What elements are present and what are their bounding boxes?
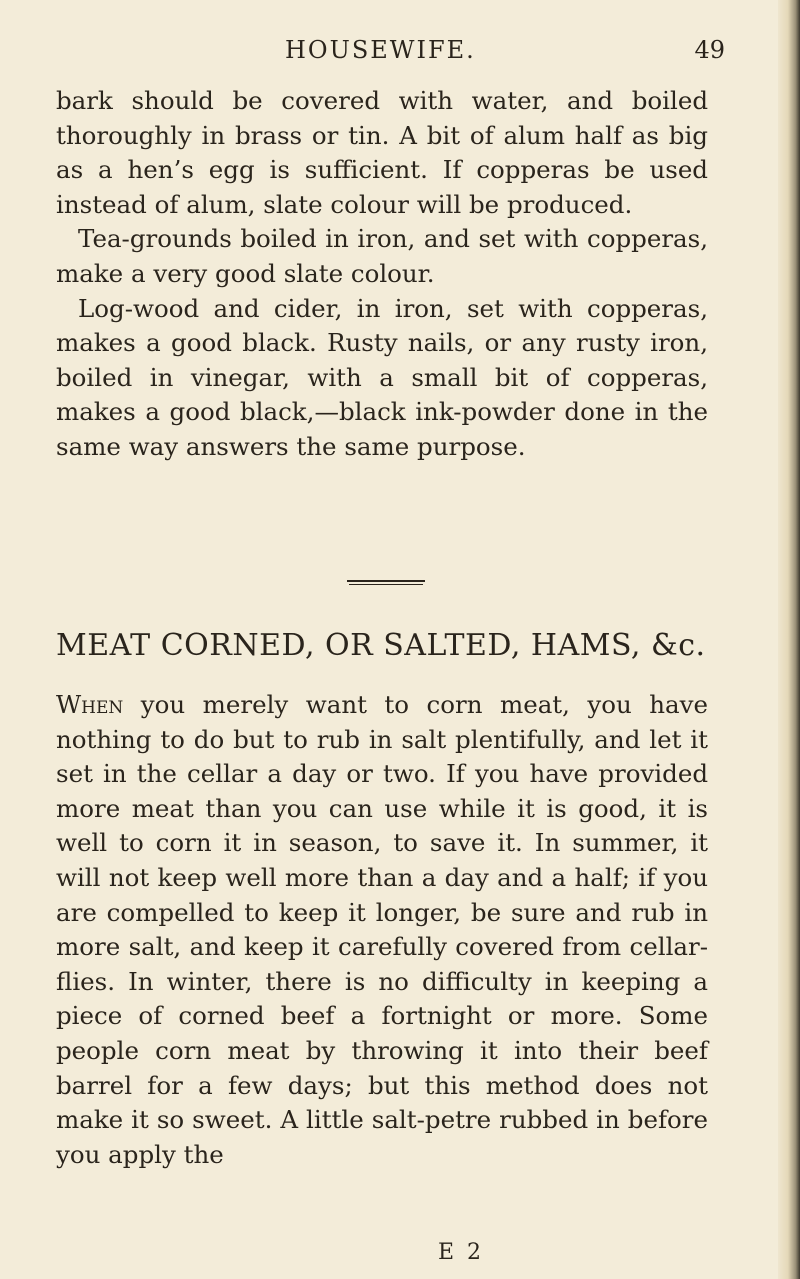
page-header [285, 36, 725, 76]
section-heading: MEAT CORNED, OR SALTED, HAMS, &c. [56, 628, 706, 663]
running-head: HOUSEWIFE. [285, 36, 476, 64]
signature-mark: E 2 [438, 1240, 485, 1265]
section-divider-rule [347, 580, 425, 584]
page-number: 49 [694, 36, 725, 64]
paragraph-continued: bark should be covered with water, and boiled thoroughly in brass or tin. A bit of alum half as big as a hen’s egg is sufficient. If copperas be used instead of alum, slate colour will be produced. [56, 86, 708, 219]
lead-word: When [56, 690, 124, 719]
text-block-dyeing [56, 84, 708, 465]
page-edge-shadow [778, 0, 800, 1279]
paragraph-text: you merely want to corn meat, you have nothing to do but to rub in salt plentifully, and let it set in the cellar a day or two. If you have provided more meat than you can use while it is good, it is well to corn it in season, to save it. In summer, it will not keep well more than a day and a half; if you are compelled to keep it longer, be sure and rub in more salt, and keep it carefully covered from cellar-flies. In winter, there is no difficulty in keeping a piece of corned beef a fortnight or more. Some people corn meat by throwing it into their beef barrel for a few days; but this method does not make it so sweet. A little salt-petre rubbed in before you apply the [56, 690, 708, 1169]
text-block-meat [56, 688, 708, 1172]
paragraph-tea-grounds: Tea-grounds boiled in iron, and set with copperas, make a very good slate colour. [56, 224, 708, 288]
paragraph-corned-meat [56, 688, 708, 1172]
paragraph-log-wood: Log-wood and cider, in iron, set with copperas, makes a good black. Rusty nails, or any rusty iron, boiled in vinegar, with a small bit of copperas, makes a good black,—black ink-powder done in the same way answers the same purpose. [56, 293, 708, 461]
